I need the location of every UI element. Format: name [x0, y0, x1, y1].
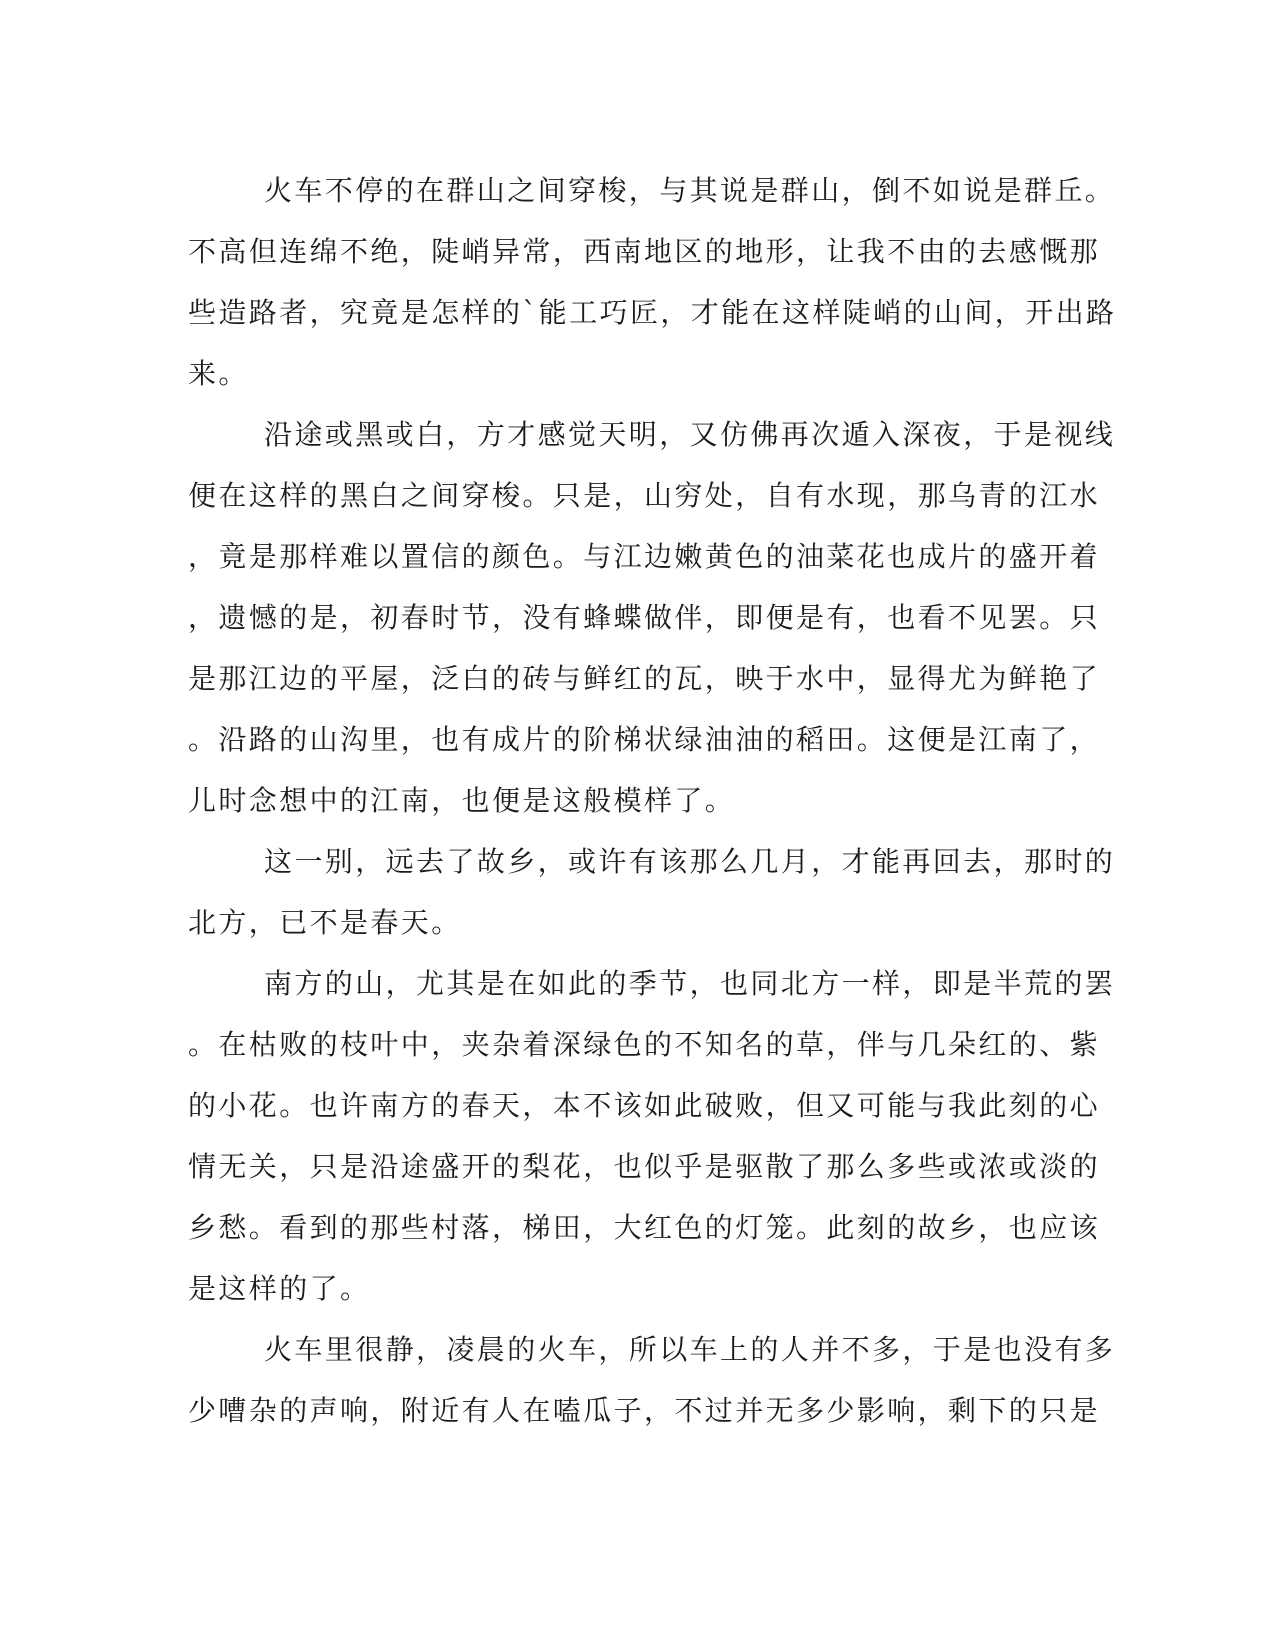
- text-line: 。沿路的山沟里，也有成片的阶梯状绿油油的稻田。这便是江南了，: [188, 723, 1101, 756]
- text-line: 。在枯败的枝叶中，夹杂着深绿色的不知名的草，伴与几朵红的、紫: [188, 1028, 1101, 1061]
- text-line: 儿时念想中的江南，也便是这般模样了。: [188, 784, 736, 817]
- text-line: 的小花。也许南方的春天，本不该如此破败，但又可能与我此刻的心: [188, 1089, 1101, 1122]
- text-line: 是这样的了。: [188, 1272, 371, 1305]
- text-line: 是那江边的平屋，泛白的砖与鲜红的瓦，映于水中，显得尤为鲜艳了: [188, 662, 1101, 695]
- text-line: 乡愁。看到的那些村落，梯田，大红色的灯笼。此刻的故乡，也应该: [188, 1211, 1101, 1244]
- text-line: ，遗憾的是，初春时节，没有蜂蝶做伴，即便是有，也看不见罢。只: [188, 601, 1101, 634]
- text-line: ，竟是那样难以置信的颜色。与江边嫩黄色的油菜花也成片的盛开着: [188, 540, 1101, 573]
- text-line: 少嘈杂的声响，附近有人在嗑瓜子，不过并无多少影响，剩下的只是: [188, 1394, 1101, 1427]
- text-line: 不高但连绵不绝，陡峭异常，西南地区的地形，让我不由的去感慨那: [188, 235, 1101, 268]
- text-line: 来。: [188, 357, 249, 390]
- body-text: [188, 160, 1117, 1441]
- text-line: 北方，已不是春天。: [188, 906, 462, 939]
- text-line: 这一别，远去了故乡，或许有该那么几月，才能再回去，那时的: [264, 845, 1116, 878]
- text-line: 些造路者，究竟是怎样的`能工巧匠，才能在这样陡峭的山间，开出路: [188, 296, 1117, 329]
- text-line: 情无关，只是沿途盛开的梨花，也似乎是驱散了那么多些或浓或淡的: [188, 1150, 1101, 1183]
- text-line: 便在这样的黑白之间穿梭。只是，山穷处，自有水现，那乌青的江水: [188, 479, 1101, 512]
- text-line: 火车不停的在群山之间穿梭，与其说是群山，倒不如说是群丘。: [264, 174, 1116, 207]
- text-line: 南方的山，尤其是在如此的季节，也同北方一样，即是半荒的罢: [264, 967, 1116, 1000]
- text-line: 火车里很静，凌晨的火车，所以车上的人并不多，于是也没有多: [264, 1333, 1116, 1366]
- text-line: 沿途或黑或白，方才感觉天明，又仿佛再次遁入深夜，于是视线: [264, 418, 1116, 451]
